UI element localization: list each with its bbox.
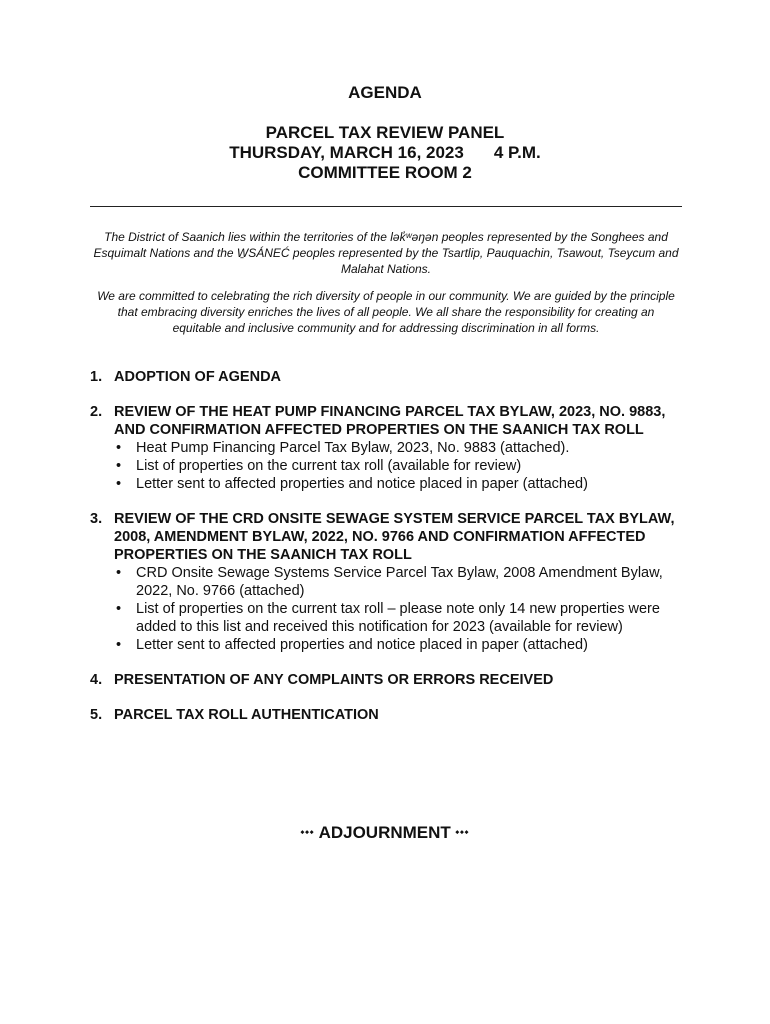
- bullet-icon: •: [116, 637, 122, 653]
- header-divider: [90, 206, 682, 207]
- territory-acknowledgement: The District of Saanich lies within the territories of the lək̓ʷəŋən peoples represented by the Songhees and Esquimalt Nations and the W̱SÁNEĆ peoples represented by the Tsartlip, Pauquachin, Tsawout, Tseycum and Malahat Nations.: [93, 230, 679, 276]
- ornament-right-icon: ⬩⬩⬩: [455, 827, 470, 838]
- bullet-text: List of properties on the current tax roll (available for review): [136, 458, 522, 474]
- meeting-time: 4 P.M.: [493, 143, 541, 162]
- meeting-date-line: [0, 143, 770, 163]
- list-item: [114, 475, 690, 493]
- agenda-item-number: 5.: [90, 707, 103, 723]
- agenda-item-number: 1.: [90, 369, 103, 385]
- adjournment: [0, 822, 770, 844]
- bullet-text: Heat Pump Financing Parcel Tax Bylaw, 2023, No. 9883 (attached).: [136, 440, 570, 456]
- list-item: [114, 636, 690, 654]
- agenda-heading: AGENDA: [348, 83, 422, 102]
- list-item: [114, 439, 690, 457]
- agenda-item-number: 3.: [90, 511, 103, 527]
- agenda-item-number: 2.: [90, 404, 103, 420]
- bullet-icon: •: [116, 565, 122, 581]
- bullet-icon: •: [116, 476, 122, 492]
- agenda-item: [90, 403, 690, 493]
- bullet-text: List of properties on the current tax roll – please note only 14 new properties were added to this list and received this notification for 2023 (available for review): [136, 601, 660, 635]
- meeting-room: COMMITTEE ROOM 2: [298, 163, 472, 182]
- agenda-item-title: ADOPTION OF AGENDA: [114, 369, 282, 385]
- list-item: [114, 600, 690, 636]
- bullet-text: Letter sent to affected properties and notice placed in paper (attached): [136, 476, 588, 492]
- agenda-item-number: 4.: [90, 672, 103, 688]
- agenda-item-bullets: [114, 439, 690, 493]
- agenda-item: [90, 510, 690, 654]
- agenda-item: [90, 368, 690, 386]
- bullet-text: CRD Onsite Sewage Systems Service Parcel Tax Bylaw, 2008 Amendment Bylaw, 2022, No. 9766 (attached): [136, 565, 663, 599]
- agenda-item-title: REVIEW OF THE HEAT PUMP FINANCING PARCEL TAX BYLAW, 2023, NO. 9883, AND CONFIRMATION AFFECTED PROPERTIES ON THE SAANICH TAX ROLL: [114, 404, 666, 438]
- agenda-item-title: PARCEL TAX ROLL AUTHENTICATION: [114, 707, 379, 723]
- agenda-items: [90, 368, 690, 741]
- ornament-left-icon: ⬩⬩⬩: [300, 827, 315, 838]
- agenda-item: [90, 706, 690, 724]
- bullet-icon: •: [116, 601, 122, 617]
- agenda-item-bullets: [114, 564, 690, 654]
- agenda-item-title: REVIEW OF THE CRD ONSITE SEWAGE SYSTEM SERVICE PARCEL TAX BYLAW, 2008, AMENDMENT BYLAW, 2022, NO. 9766 AND CONFIRMATION AFFECTED PROPERTIES ON THE SAANICH TAX ROLL: [114, 511, 675, 563]
- bullet-text: Letter sent to affected properties and notice placed in paper (attached): [136, 637, 588, 653]
- list-item: [114, 564, 690, 600]
- document-header: [0, 82, 770, 183]
- agenda-item: [90, 671, 690, 689]
- adjournment-label: ADJOURNMENT: [318, 823, 451, 842]
- bullet-icon: •: [116, 440, 122, 456]
- meeting-date: THURSDAY, MARCH 16, 2023: [229, 143, 464, 162]
- agenda-item-title: PRESENTATION OF ANY COMPLAINTS OR ERRORS RECEIVED: [114, 672, 554, 688]
- panel-title: PARCEL TAX REVIEW PANEL: [265, 123, 505, 142]
- bullet-icon: •: [116, 458, 122, 474]
- list-item: [114, 457, 690, 475]
- diversity-statement: We are committed to celebrating the rich diversity of people in our community. We are guided by the principle that embracing diversity enriches the lives of all people. We all share the responsibility for creating an equitable and inclusive community and for addressing discrimination in all forms.: [97, 289, 675, 335]
